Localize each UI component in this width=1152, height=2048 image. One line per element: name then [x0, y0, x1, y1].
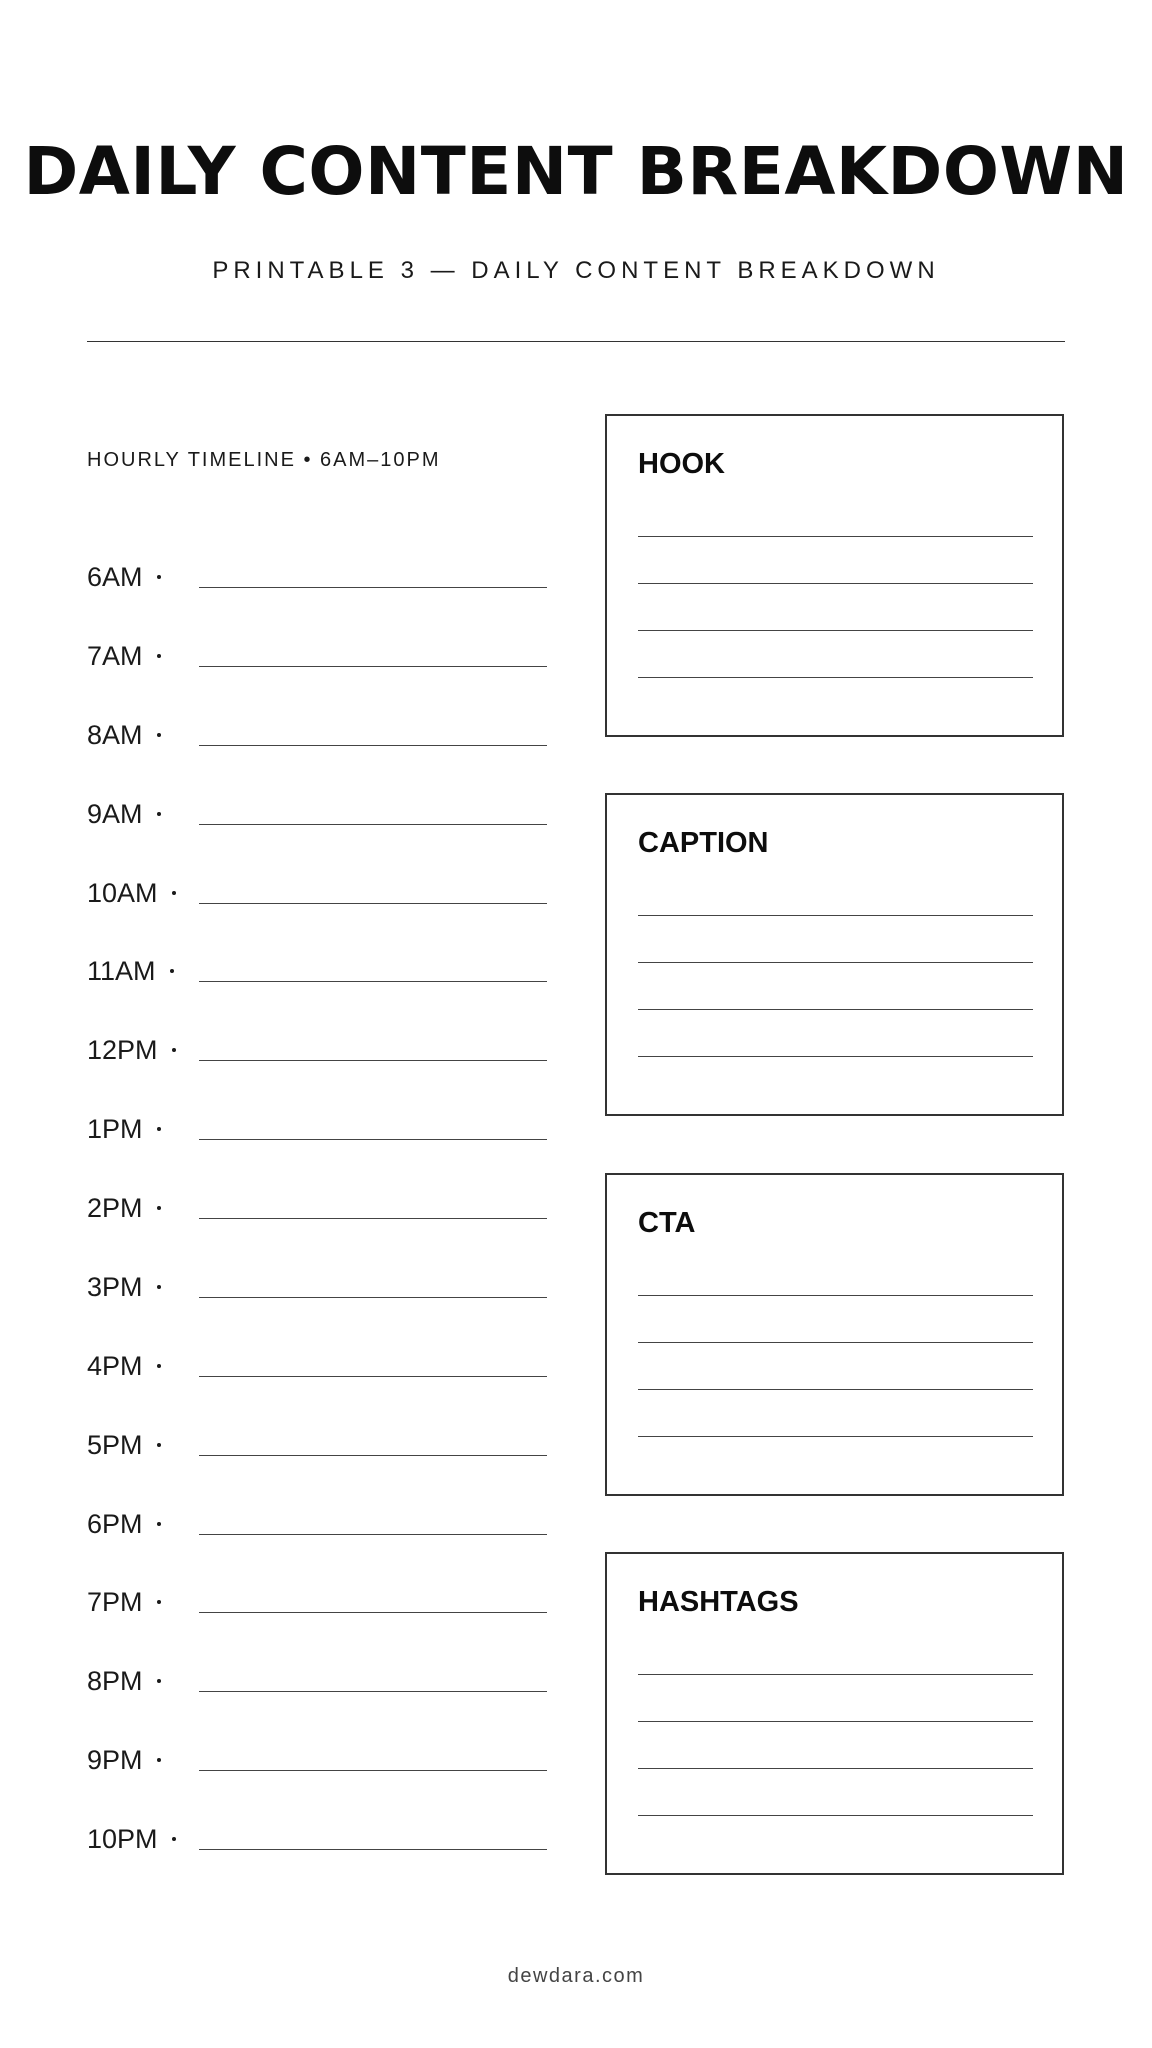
timeline-row	[87, 1188, 547, 1228]
box-title: HOOK	[638, 448, 725, 480]
page-subtitle: PRINTABLE 3 — DAILY CONTENT BREAKDOWN	[212, 257, 940, 284]
writing-line	[638, 1295, 1033, 1296]
timeline-row	[87, 873, 547, 913]
time-label: 9PM	[87, 1745, 143, 1776]
writing-line	[638, 1389, 1033, 1390]
bullet-dot-icon	[172, 1048, 176, 1052]
footer-site: dewdara.com	[507, 1965, 645, 1987]
time-label: 3PM	[87, 1271, 143, 1302]
writing-line	[638, 1674, 1033, 1675]
writing-line	[199, 903, 547, 904]
timeline-heading: HOURLY TIMELINE • 6AM–10PM	[87, 449, 441, 471]
bullet-dot-icon	[157, 1206, 161, 1210]
timeline-row	[87, 1504, 547, 1544]
hook-box	[605, 414, 1064, 737]
timeline-row	[87, 1267, 547, 1307]
timeline-row	[87, 951, 547, 991]
timeline-row	[87, 715, 547, 755]
writing-line	[199, 1691, 547, 1692]
cta-box	[605, 1173, 1064, 1496]
time-label: 11AM	[87, 956, 156, 987]
writing-line	[199, 1849, 547, 1850]
timeline-row	[87, 1819, 547, 1859]
writing-line	[199, 1534, 547, 1535]
writing-line	[199, 1612, 547, 1613]
bullet-dot-icon	[157, 654, 161, 658]
writing-line	[638, 915, 1033, 916]
bullet-dot-icon	[157, 1522, 161, 1526]
time-label: 6PM	[87, 1508, 143, 1539]
time-label: 2PM	[87, 1193, 143, 1223]
writing-line	[199, 824, 547, 825]
time-label: 12PM	[87, 1035, 158, 1066]
writing-line	[638, 1721, 1033, 1722]
time-label: 10PM	[87, 1824, 158, 1854]
bullet-dot-icon	[157, 1127, 161, 1131]
writing-line	[638, 1815, 1033, 1816]
timeline-row	[87, 1582, 547, 1622]
bullet-dot-icon	[157, 733, 161, 737]
writing-line	[638, 962, 1033, 963]
timeline-row	[87, 557, 547, 597]
writing-line	[199, 666, 547, 667]
time-label: 9AM	[87, 798, 143, 829]
bullet-dot-icon	[157, 1758, 161, 1762]
page-title: DAILY CONTENT BREAKDOWN	[23, 133, 1129, 210]
box-title: CTA	[638, 1207, 696, 1239]
bullet-dot-icon	[157, 812, 161, 816]
writing-line	[638, 1342, 1033, 1343]
writing-line	[638, 536, 1033, 537]
header-divider	[87, 341, 1065, 342]
writing-line	[199, 1218, 547, 1219]
writing-line	[199, 1455, 547, 1456]
caption-box	[605, 793, 1064, 1116]
time-label: 1PM	[87, 1114, 143, 1145]
bullet-dot-icon	[172, 891, 176, 895]
timeline-row	[87, 636, 547, 676]
box-title: HASHTAGS	[638, 1586, 799, 1618]
writing-line	[199, 1060, 547, 1061]
writing-line	[638, 1436, 1033, 1437]
timeline-row	[87, 794, 547, 834]
writing-line	[199, 745, 547, 746]
writing-line	[638, 1009, 1033, 1010]
timeline-row	[87, 1030, 547, 1070]
bullet-dot-icon	[157, 1600, 161, 1604]
timeline-row	[87, 1346, 547, 1386]
writing-line	[638, 630, 1033, 631]
writing-line	[199, 981, 547, 982]
time-label: 4PM	[87, 1350, 143, 1381]
bullet-dot-icon	[157, 1364, 161, 1368]
bullet-dot-icon	[172, 1837, 176, 1841]
bullet-dot-icon	[157, 1443, 161, 1447]
writing-line	[199, 1139, 547, 1140]
writing-line	[199, 1770, 547, 1771]
writing-line	[638, 1768, 1033, 1769]
bullet-dot-icon	[157, 575, 161, 579]
timeline-row	[87, 1425, 547, 1465]
writing-line	[199, 587, 547, 588]
box-title: CAPTION	[638, 827, 769, 859]
hashtags-box	[605, 1552, 1064, 1875]
time-label: 7AM	[87, 640, 143, 671]
writing-line	[638, 1056, 1033, 1057]
time-label: 8PM	[87, 1666, 143, 1697]
timeline-row	[87, 1740, 547, 1780]
time-label: 6AM	[87, 562, 143, 592]
writing-line	[199, 1376, 547, 1377]
timeline-row	[87, 1661, 547, 1701]
timeline-row	[87, 1109, 547, 1149]
writing-line	[638, 677, 1033, 678]
time-label: 8AM	[87, 719, 143, 750]
writing-line	[638, 583, 1033, 584]
time-label: 5PM	[87, 1429, 143, 1460]
writing-line	[199, 1297, 547, 1298]
bullet-dot-icon	[157, 1679, 161, 1683]
time-label: 7PM	[87, 1587, 143, 1618]
bullet-dot-icon	[157, 1285, 161, 1289]
time-label: 10AM	[87, 877, 158, 908]
bullet-dot-icon	[170, 969, 174, 973]
